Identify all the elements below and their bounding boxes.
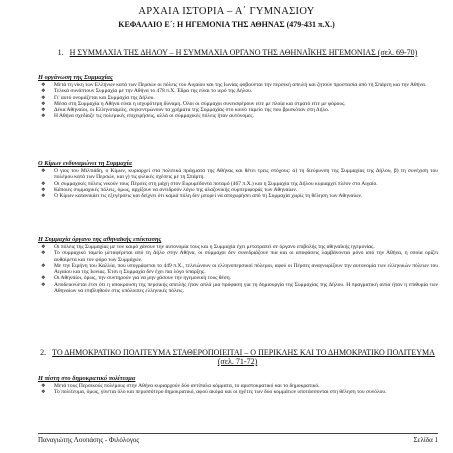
page-footer bbox=[38, 433, 438, 444]
list-item: ❖ Οι συμμαχικές πόλεις νικούν τους Πέρσες στη μάχη στον Ευρυμέδοντα ποταμό (467 π.Χ.) και η Συμμαχία της Δήλου κυριαρχεί πλέον στο Αιγαίο. bbox=[40, 181, 438, 187]
list-item: ❖ Το πολίτευμα, όμως, γίνεται όλο και περισσότερο δημοκρατικό, αφού ακόμα και οι ηγέτες των δύο κομμάτων υποτάσσονται στη θέληση του συνόλου. bbox=[40, 389, 438, 395]
section-2-number: 2. bbox=[40, 348, 47, 357]
list-item: ❖ Το συμμαχικό ταμείο μεταφέρεται από τη Δήλο στην Αθήνα, οι σύμμαχοι δεν συνεδριάζουν πια και οι αποφάσεις λαμβάνονται μόνο από την Αθήνα, η οποία ορίζει αυθαίρετα και τον φόρο των Συμμάχων. bbox=[40, 250, 438, 263]
section-1-title: Η ΣΥΜΜΑΧΙΑ ΤΗΣ ΔΗΛΟΥ – Η ΣΥΜΜΑΧΙΑ ΟΡΓΑΝΟ ΤΗΣ ΑΘΗΝΑΪΚΗΣ ΗΓΕΜΟΝΙΑΣ (σελ. 69-70) bbox=[69, 48, 418, 57]
section-1-heading bbox=[40, 48, 435, 57]
list-item: ❖ Οι πόλεις της Συμμαχίας με τον καιρό χάνουν την αυτονομία τους και η Συμμαχία έχει μετατραπεί σε όργανο επιβολής της αθηναϊκής ηγεμονίας. bbox=[40, 244, 438, 250]
list-item: ❖ Κάποιες συμμαχικές πόλεις, όμως, αρχίζουν να αντιδρούν λόγω της αλαζονικής συμπεριφοράς των Αθηναίων. bbox=[40, 187, 438, 193]
chapter-title: ΚΕΦΑΛΑΙΟ Ε΄: Η ΗΓΕΜΟΝΙΑ ΤΗΣ ΑΘΗΝΑΣ (479-431 π.Χ.) bbox=[118, 20, 335, 29]
section-2-title: ΤΟ ΔΗΜΟΚΡΑΤΙΚΟ ΠΟΛΙΤΕΥΜΑ ΣΤΑΘΕΡΟΠΟΙΕΙΤΑΙ – Ο ΠΕΡΙΚΛΗΣ ΚΑΙ ΤΟ ΔΗΜΟΚΡΑΤΙΚΟ ΠΟΛΙΤΕΥΜΑ (σελ. 71-72) bbox=[52, 348, 435, 366]
list-item: ❖ Τελικά συνάπτουν Συμμαχία με την Αθήνα το 478 π.Χ. Έδρα της είναι το ιερό της Δήλου. bbox=[40, 88, 438, 94]
list-item: ❖ Μετά τους Περσικούς πολέμους στην Αθήνα κυριαρχούν δύο αντίπαλα κόμματα, το αριστοκρατικό και το δημοκρατικό. bbox=[40, 383, 438, 389]
block-1-heading: Η οργάνωση της Συμμαχίας bbox=[38, 74, 113, 81]
block-3-heading: Η Συμμαχία όργανο της αθηναϊκής επέκτασης bbox=[38, 236, 162, 243]
list-item: ❖ Γι' αυτό ονομάζεται και Συμμαχία της Δήλου. bbox=[40, 95, 438, 101]
document-title: ΑΡΧΑΙΑ ΙΣΤΟΡΙΑ – Α΄ ΓΥΜΝΑΣΙΟΥ bbox=[138, 6, 315, 17]
footer-page-number: Σελίδα 1 bbox=[413, 436, 438, 444]
block-4-heading: Η πίστη στο δημοκρατικό πολίτευμα bbox=[38, 375, 136, 382]
footer-author: Παναγιώτης Λουπάσης - Φιλόλογος bbox=[38, 436, 140, 444]
block-1-list bbox=[40, 82, 438, 120]
list-item: ❖ Ο Κίμων κατανικάει τις εξεγέρσεις και δείχνει ότι καμιά πόλη δεν μπορεί να αποχωρήσει από τη Συμμαχία χωρίς τη θέληση των Αθηναίων. bbox=[40, 193, 438, 199]
section-1-number: 1. bbox=[57, 48, 64, 57]
list-item: ❖ Μέσα στη Συμμαχία η Αθήνα είναι η ισχυρότερη δύναμη. Όλοι οι σύμμαχοι συνεισφέρουν είτε με πλοία και στρατό είτε με φόρους. bbox=[40, 101, 438, 107]
list-item: ❖ Δέκα Αθηναίοι, οι Ελληνοταμίες, συγκεντρώνουν τα χρήματα της Συμμαχίας στο κοινό ταμείο της που βρισκόταν στη Δήλο. bbox=[40, 107, 438, 113]
block-4-list bbox=[40, 383, 438, 396]
list-item: ❖ Η Αθήνα σχεδίαζε τις πολεμικές επιχειρήσεις, αλλά οι σύμμαχικές πόλεις ήταν αυτόνομες. bbox=[40, 113, 438, 119]
block-2-heading: Ο Κίμων ενδυναμώνει τη Συμμαχία bbox=[38, 160, 133, 167]
list-item: ❖ Με την Ειρήνη του Καλλία, που υπογράφεται το 449 π.Χ., τελειώνουν οι ελληνοπερσικοί πόλεμοι, αφού οι Πέρσες αναγνωρίζουν την αυτονομία των ελληνικών πόλεων του Αιγαίου και της Ιωνίας. Έτσι η Συμμαχία δεν έχει πια λόγο ύπαρξης. bbox=[40, 263, 438, 276]
list-item: ❖ Ο γιος του Μιλτιάδη, ο Κίμων, κυριαρχεί στα πολιτικά πράγματα της Αθήνας και θέτει τρεις στόχους: α) τη διεύρυνση της Συμμαχίας της Δήλου, β) τη συνέχιση του πολέμου κατά των Περσών, και γ) τις φιλικές σχέσεις με τη Σπάρτη. bbox=[40, 168, 438, 181]
list-item: ❖ Αποδεικνύεται έτσι ότι η αποκρουση της περσικής απειλής ήταν απλά μια πρόφαση για τη δημιουργία της Συμμαχίας της Δήλου. Η πραγματική αιτία ήταν η επιθυμία των Αθηναίων να επιβληθούν στις υπόλοιπες ελληνικές πόλεις. bbox=[40, 282, 438, 295]
list-item: ❖ Μετά τη νίκη των Ελλήνων κατά των Περσών οι πόλεις του Αιγαίου και της Ιωνίας φοβούνται την περσική απειλή και ζητούν προστασία από τη Σπάρτη και την Αθήνα. bbox=[40, 82, 438, 88]
block-2-list bbox=[40, 168, 438, 199]
section-2-heading bbox=[40, 348, 435, 366]
block-3-list bbox=[40, 244, 438, 294]
list-item: ❖ Οι Αθηναίοι, όμως, την συντηρούν για να μην χάσουν την ηγεμονική τους θέση. bbox=[40, 275, 438, 281]
